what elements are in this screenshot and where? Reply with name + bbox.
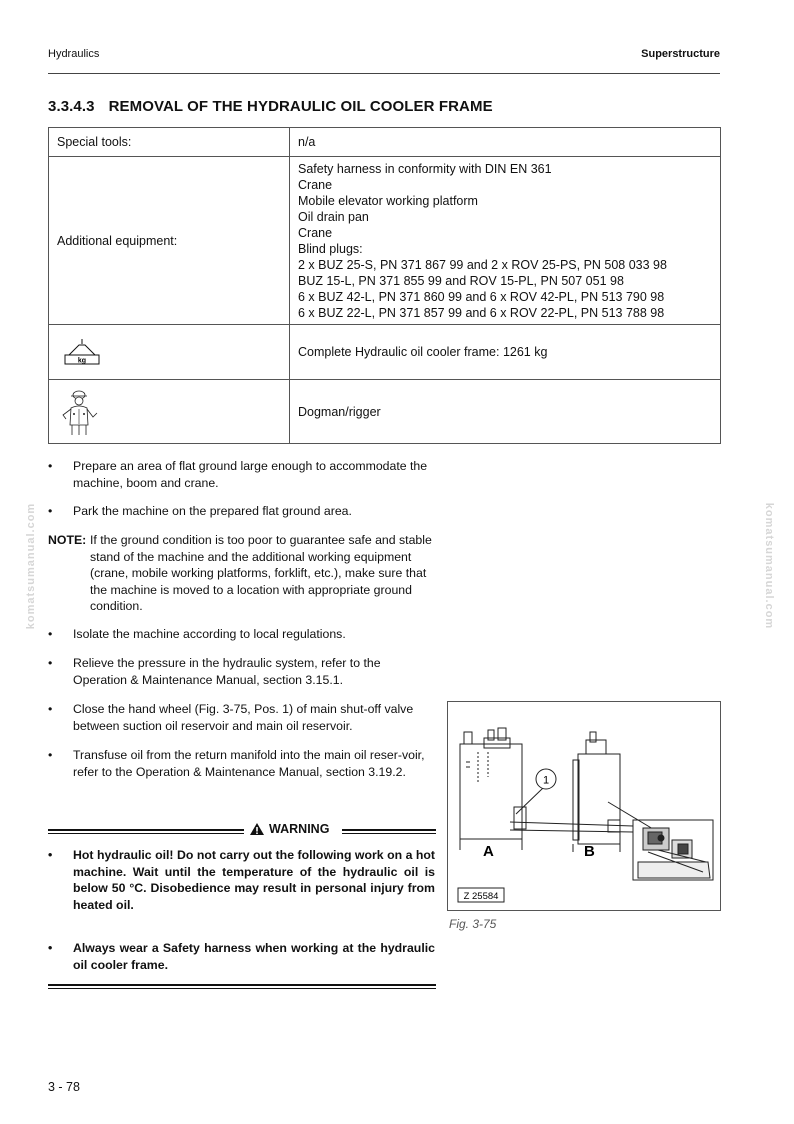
section-title bbox=[48, 98, 493, 115]
figure-illustration bbox=[448, 702, 720, 910]
warning-header bbox=[48, 822, 436, 842]
warning-label-text: WARNING bbox=[269, 822, 330, 836]
warning-rule-left bbox=[48, 829, 244, 834]
equipment-item: Crane bbox=[298, 177, 333, 192]
rigger-icon bbox=[57, 387, 281, 437]
table-row bbox=[49, 380, 721, 444]
figure-caption: Fig. 3-75 bbox=[449, 917, 497, 931]
equipment-item: Blind plugs: bbox=[298, 241, 363, 256]
section-number: 3.3.4.3 bbox=[48, 98, 95, 115]
warning-end-rule bbox=[48, 984, 436, 989]
equipment-item: Safety harness in conformity with DIN EN 361 bbox=[298, 161, 552, 176]
header-divider bbox=[48, 73, 720, 74]
weight-icon-cell bbox=[49, 325, 290, 380]
additional-equipment-label: Additional equipment: bbox=[49, 157, 290, 325]
bullet-dot: • bbox=[48, 459, 53, 473]
warning-text: Always wear a Safety harness when working at the hydraulic oil cooler frame. bbox=[73, 941, 435, 972]
section-title-text: REMOVAL OF THE HYDRAULIC OIL COOLER FRAME bbox=[108, 98, 493, 115]
weight-icon bbox=[57, 337, 281, 367]
equipment-item: BUZ 15-L, PN 371 855 99 and ROV 15-PL, PN 507 051 98 bbox=[298, 273, 624, 288]
equipment-item: 6 x BUZ 22-L, PN 371 857 99 and 6 x ROV 22-PL, PN 513 788 98 bbox=[298, 305, 665, 320]
note-text: If the ground condition is too poor to guarantee safe and stable stand of the machine and the additional working equipment (crane, mobile working platforms, forklift, etc.), make sure that the machine is moved to a location with appropriate ground condition. bbox=[90, 533, 432, 613]
special-tools-label: Special tools: bbox=[49, 128, 290, 157]
equipment-item: Mobile elevator working platform bbox=[298, 193, 478, 208]
bullet-dot: • bbox=[48, 504, 53, 518]
requirements-table bbox=[48, 127, 721, 444]
figure-reference: Z 25584 bbox=[463, 891, 499, 902]
bullet-dot: • bbox=[48, 702, 53, 716]
header-chapter-name: Superstructure bbox=[641, 48, 720, 60]
note-label: NOTE: bbox=[48, 533, 87, 547]
watermark-left: komatsumanual.com bbox=[25, 502, 38, 630]
step-text: Park the machine on the prepared flat ground area. bbox=[73, 504, 352, 518]
special-tools-value: n/a bbox=[290, 128, 721, 157]
header-section-name: Hydraulics bbox=[48, 48, 100, 60]
personnel-value: Dogman/rigger bbox=[290, 380, 721, 444]
weight-value: Complete Hydraulic oil cooler frame: 1261 kg bbox=[290, 325, 721, 380]
figure-label-a: A bbox=[483, 843, 494, 860]
figure-3-75 bbox=[447, 701, 721, 911]
step-text: Isolate the machine according to local regulations. bbox=[73, 627, 346, 641]
watermark-right: komatsumanual.com bbox=[763, 502, 776, 630]
bullet-dot: • bbox=[48, 748, 53, 762]
equipment-item: Oil drain pan bbox=[298, 209, 369, 224]
weight-icon-label: kg bbox=[77, 357, 87, 365]
figure-label-b: B bbox=[584, 843, 595, 860]
table-row bbox=[49, 325, 721, 380]
figure-pos-1: 1 bbox=[542, 774, 550, 787]
bullet-dot: • bbox=[48, 848, 53, 862]
page-number: 3 - 78 bbox=[48, 1080, 80, 1094]
table-row bbox=[49, 128, 721, 157]
warning-label bbox=[246, 822, 332, 836]
equipment-item: Crane bbox=[298, 225, 333, 240]
personnel-icon-cell bbox=[49, 380, 290, 444]
step-text: Prepare an area of flat ground large enough to accommodate the machine, boom and crane. bbox=[73, 459, 428, 490]
warning-text: Hot hydraulic oil! Do not carry out the following work on a hot machine. Wait until the temperature of the hydraulic oil is below 50 °C. Disobedience may result in personal injury from heated oil. bbox=[73, 848, 435, 912]
bullet-dot: • bbox=[48, 627, 53, 641]
equipment-item: 2 x BUZ 25-S, PN 371 867 99 and 2 x ROV 25-PS, PN 508 033 98 bbox=[298, 257, 667, 272]
step-text: Transfuse oil from the return manifold into the main oil reser-voir, refer to the Operation & Maintenance Manual, section 3.19.2. bbox=[73, 748, 425, 779]
equipment-item: 6 x BUZ 42-L, PN 371 860 99 and 6 x ROV 42-PL, PN 513 790 98 bbox=[298, 289, 665, 304]
table-row bbox=[49, 157, 721, 325]
additional-equipment-list bbox=[290, 157, 721, 325]
step-text: Relieve the pressure in the hydraulic system, refer to the Operation & Maintenance Manual, section 3.15.1. bbox=[73, 656, 381, 687]
warning-triangle-icon bbox=[249, 822, 265, 836]
bullet-dot: • bbox=[48, 941, 53, 955]
warning-rule-right bbox=[342, 829, 436, 834]
step-text: Close the hand wheel (Fig. 3-75, Pos. 1) of main shut-off valve between suction oil reservoir and main oil reservoir. bbox=[73, 702, 414, 733]
bullet-dot: • bbox=[48, 656, 53, 670]
